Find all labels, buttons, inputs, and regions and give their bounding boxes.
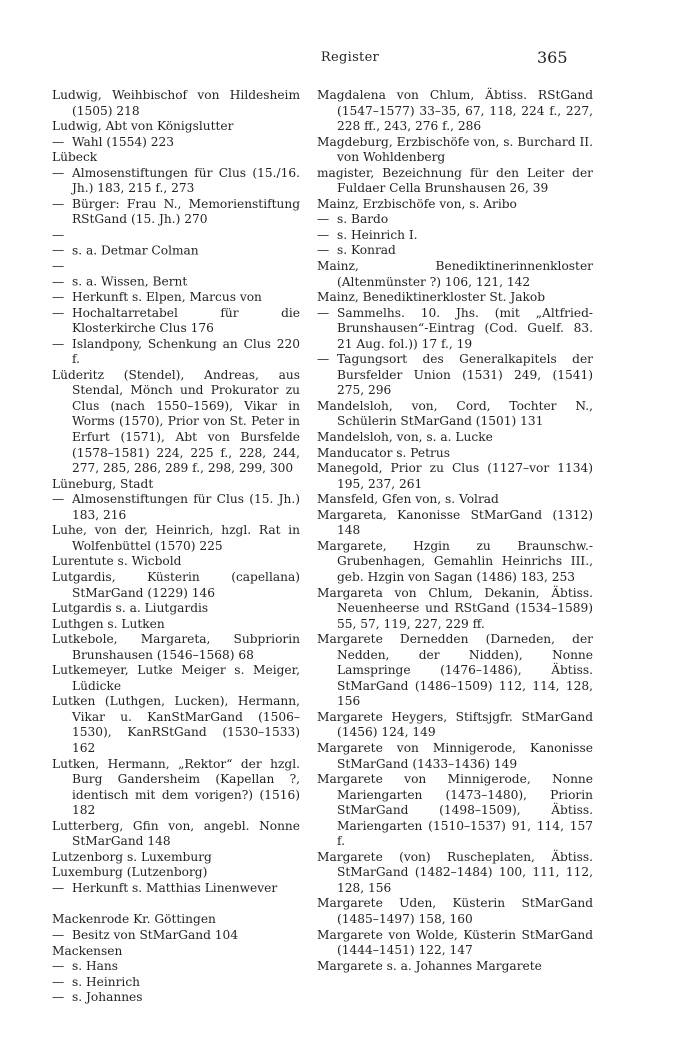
index-entry <box>317 508 593 539</box>
index-entry <box>52 368 300 477</box>
index-entry <box>317 896 593 927</box>
index-entry-text: Hochaltarretabel für die Klosterkirche Clus 176 <box>72 305 300 336</box>
sub-entry-dash: — <box>52 959 65 974</box>
index-entry <box>52 523 300 554</box>
index-entry <box>52 166 300 197</box>
index-entry-text: Luthgen s. Lutken <box>52 616 165 631</box>
index-entry-text: magister, Bezeichnung für den Leiter der Fuldaer Cella Brunshausen 26, 39 <box>317 165 593 196</box>
index-entry <box>52 663 300 694</box>
index-entry <box>317 243 593 259</box>
index-entry <box>52 694 300 756</box>
index-entry <box>52 928 300 944</box>
index-entry-text: Herkunft s. Matthias Linenwever <box>72 880 278 895</box>
index-entry-text: Tagungsort des Generalkapitels der Bursfelder Union (1531) 249, (1541) 275, 296 <box>337 352 593 398</box>
index-entry-text: Lurentute s. Wicbold <box>52 554 182 569</box>
index-entry <box>52 617 300 633</box>
index-entry-text: Manegold, Prior zu Clus (1127–vor 1134) 195, 237, 261 <box>317 461 593 491</box>
index-entry <box>317 306 593 353</box>
index-entry <box>317 959 593 975</box>
index-entry <box>52 819 300 850</box>
index-entry-text: Lutken, Hermann, „Rektor“ der hzgl. Burg Gandersheim (Kapellan ?, identisch mit dem vorigen?) (1516) 182 <box>52 756 300 818</box>
index-entry <box>52 477 300 493</box>
sub-entry-dash: — <box>52 165 65 180</box>
index-entry-text: Mandelsloh, von, s. a. Lucke <box>317 430 493 445</box>
index-entry-text: Margarete s. a. Johannes Margarete <box>317 958 542 973</box>
index-entry-text: Mansfeld, Gfen von, s. Volrad <box>317 492 499 507</box>
index-entry <box>52 944 300 960</box>
index-entry-text: Lutken (Luthgen, Lucken), Hermann, Vikar u. KanStMarGand (1506–1530), KanRStGand (1530–1533) 162 <box>52 694 300 755</box>
index-entry-text: Manducator s. Petrus <box>317 445 450 460</box>
index-entry-text: s. Johannes <box>72 990 143 1005</box>
sub-entry-dash: — <box>317 243 330 258</box>
sub-entry-dash: — <box>317 305 330 320</box>
index-entry <box>52 881 300 897</box>
sub-entry-dash: — — <box>52 259 65 289</box>
index-entry-text: Bürger: Frau N., Memorienstiftung RStGand (15. Jh.) 270 <box>72 196 300 227</box>
sub-entry-dash: — <box>52 336 65 351</box>
index-entry-text: Lutkemeyer, Lutke Meiger s. Meiger, Lüdicke <box>52 663 300 693</box>
index-entry-text: Besitz von StMarGand 104 <box>72 927 239 942</box>
index-entry-text: Ludwig, Weihbischof von Hildesheim (1505) 218 <box>52 88 300 118</box>
index-entry-text: s. Hans <box>72 959 119 974</box>
index-entry-text: Almosenstiftungen für Clus (15./16. Jh.) 183, 215 f., 273 <box>72 165 300 196</box>
sub-entry-dash: — <box>52 196 65 211</box>
index-entry-text: Mandelsloh, von, Cord, Tochter N., Schülerin StMarGand (1501) 131 <box>317 398 593 429</box>
index-entry-text: Mainz, Benediktinerkloster St. Jakob <box>317 290 546 305</box>
sub-entry-dash: — <box>52 927 65 942</box>
index-entry <box>52 850 300 866</box>
index-entry-text: Lutgardis, Küsterin (capellana) StMarGand (1229) 146 <box>52 569 300 600</box>
index-entry-text: Luhe, von der, Heinrich, hzgl. Rat in Wolfenbüttel (1570) 225 <box>52 523 300 553</box>
index-entry-text: Lüneburg, Stadt <box>52 476 154 491</box>
index-entry-text: Mackensen <box>52 943 123 958</box>
index-entry-text: Margareta von Chlum, Dekanin, Äbtiss. Neuenheerse und RStGand (1534–1589) 55, 57, 119, 227, 229 ff. <box>317 585 593 631</box>
page-number: 365 <box>537 48 568 67</box>
index-column-left <box>52 88 300 1006</box>
index-entry <box>52 570 300 601</box>
index-entry <box>52 150 300 166</box>
index-entry <box>52 912 300 928</box>
index-entry-text: Almosenstiftungen für Clus (15. Jh.) 183, 216 <box>72 492 300 522</box>
sub-entry-dash: — <box>52 990 65 1005</box>
index-entry-text: Wahl (1554) 223 <box>72 134 175 149</box>
index-entry-text: Sammelhs. 10. Jhs. (mit „Altfried-Brunshausen“-Eintrag (Cod. Guelf. 83. 21 Aug. fol.)) 17 f., 19 <box>337 305 593 351</box>
index-entry-text: Lutzenborg s. Luxemburg <box>52 849 212 864</box>
sub-entry-dash: — <box>52 974 65 989</box>
sub-entry-dash: — <box>52 880 65 895</box>
index-entry-text: Lutkebole, Margareta, Subpriorin Brunshausen (1546–1568) 68 <box>52 632 300 662</box>
index-entry-text: Luxemburg (Lutzenborg) <box>52 865 208 880</box>
index-entry-text: Islandpony, Schenkung an Clus 220 f. <box>72 336 300 367</box>
index-entry-text: Herkunft s. Elpen, Marcus von <box>72 290 262 305</box>
index-entry-text: Margarete von Wolde, Küsterin StMarGand (1444–1451) 122, 147 <box>317 927 593 958</box>
index-entry-text: Margarete Dernedden (Darneden, der Nedden, der Nidden), Nonne Lamspringe (1476–1486), Äbtiss. StMarGand (1486–1509) 112, 114, 128, 156 <box>317 632 593 709</box>
index-entry <box>52 259 300 290</box>
index-entry <box>317 88 593 135</box>
index-entry <box>52 601 300 617</box>
index-entry-text: Lutgardis s. a. Liutgardis <box>52 601 209 616</box>
index-entry <box>317 352 593 399</box>
sub-entry-dash: — <box>52 492 65 507</box>
index-entry-text: Mackenrode Kr. Göttingen <box>52 912 216 927</box>
index-entry-text: Magdeburg, Erzbischöfe von, s. Burchard II. von Wohldenberg <box>317 134 593 165</box>
index-entry <box>52 554 300 570</box>
index-entry <box>317 135 593 166</box>
index-entry <box>52 975 300 991</box>
index-entry <box>52 306 300 337</box>
index-entry <box>317 430 593 446</box>
index-entry-text: Lüderitz (Stendel), Andreas, aus Stendal, Mönch und Prokurator zu Clus (nach 1550–1569), Vikar in Worms (1570), Prior von St. Peter in Erfurt (1571), Abt von Bursfelde (1578–1581) 224, 225 f., 228, 244, 277, 285, 286, 289 f., 298, 299, 300 <box>52 367 300 476</box>
index-entry <box>317 741 593 772</box>
index-entry <box>317 928 593 959</box>
index-entry <box>317 446 593 462</box>
index-entry <box>52 865 300 881</box>
index-column-right <box>317 88 593 974</box>
sub-entry-dash: — <box>52 134 65 149</box>
index-entry-text: s. a. Wissen, Bernt <box>72 274 188 289</box>
index-entry-text: Margarete (von) Ruscheplaten, Äbtiss. StMarGand (1482–1484) 100, 111, 112, 128, 156 <box>317 849 593 895</box>
index-entry-text: s. Konrad <box>337 243 396 258</box>
index-entry-text: Margarete Uden, Küsterin StMarGand (1485–1497) 158, 160 <box>317 896 593 926</box>
index-entry <box>52 197 300 228</box>
index-entry-text: s. Bardo <box>337 212 389 227</box>
index-entry-text: Lübeck <box>52 150 98 165</box>
index-entry <box>52 119 300 135</box>
index-entry <box>317 399 593 430</box>
index-entry <box>317 197 593 213</box>
index-entry <box>52 632 300 663</box>
index-entry <box>317 710 593 741</box>
index-entry-text: s. Heinrich I. <box>337 227 418 242</box>
index-entry-text: Margarete Heygers, Stiftsjgfr. StMarGand (1456) 124, 149 <box>317 709 593 740</box>
sub-entry-dash: — <box>317 352 330 367</box>
index-entry <box>317 586 593 633</box>
index-entry-text: Margarete von Minnigerode, Kanonisse StMarGand (1433–1436) 149 <box>317 740 593 771</box>
sub-entry-dash: — <box>317 227 330 242</box>
index-entry <box>52 135 300 151</box>
index-entry <box>317 212 593 228</box>
index-entry <box>52 757 300 819</box>
index-entry-text: Mainz, Benediktinerinnenkloster (Altenmünster ?) 106, 121, 142 <box>317 259 593 289</box>
sub-entry-dash: — — <box>52 227 65 258</box>
index-entry-text: Lutterberg, Gfin von, angebl. Nonne StMarGand 148 <box>52 818 300 849</box>
index-entry <box>317 492 593 508</box>
sub-entry-dash: — <box>317 212 330 227</box>
index-entry <box>52 990 300 1006</box>
index-entry-text: s. Heinrich <box>72 974 140 989</box>
index-entry <box>52 88 300 119</box>
index-entry <box>52 492 300 523</box>
index-entry-text: Margareta, Kanonisse StMarGand (1312) 148 <box>317 507 593 538</box>
index-entry <box>52 290 300 306</box>
index-entry <box>317 539 593 586</box>
index-entry <box>317 166 593 197</box>
index-entry <box>52 337 300 368</box>
running-head: Register <box>320 50 380 65</box>
index-entry <box>317 632 593 710</box>
index-entry <box>52 228 300 259</box>
index-entry-text: Ludwig, Abt von Königslutter <box>52 119 234 134</box>
index-entry <box>317 290 593 306</box>
index-entry <box>317 772 593 850</box>
sub-entry-dash: — <box>52 305 65 320</box>
index-entry-text: Margarete, Hzgin zu Braunschw.-Grubenhagen, Gemahlin Heinrichs III., geb. Hzgin von Sagan (1486) 183, 253 <box>317 538 593 584</box>
index-entry <box>317 850 593 897</box>
index-entry <box>317 259 593 290</box>
index-entry <box>52 959 300 975</box>
index-entry <box>317 228 593 244</box>
index-entry-text: s. a. Detmar Colman <box>72 243 199 258</box>
index-entry-text: Magdalena von Chlum, Äbtiss. RStGand (1547–1577) 33–35, 67, 118, 224 f., 227, 228 ff., 243, 276 f., 286 <box>317 88 593 134</box>
index-entry-text: Mainz, Erzbischöfe von, s. Aribo <box>317 196 517 211</box>
index-entry-text: Margarete von Minnigerode, Nonne Mariengarten (1473–1480), Priorin StMarGand (1498–1509), Äbtiss. Mariengarten (1510–1537) 91, 114, 157 f. <box>317 772 593 849</box>
index-entry <box>317 461 593 492</box>
sub-entry-dash: — <box>52 290 65 305</box>
